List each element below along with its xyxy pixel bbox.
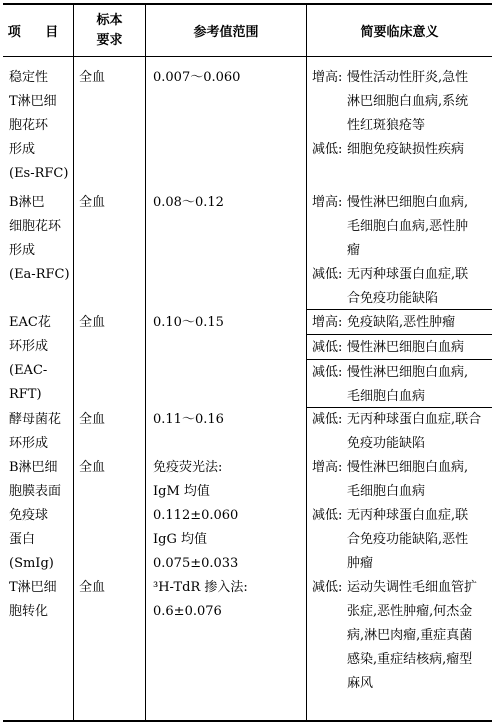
meaning-increase: 增高: 慢性活动性肝炎,急性 淋巴细胞白血病,系统 性红斑狼疮等 [312,70,469,133]
row3-range: 0.10～0.15 [153,315,224,330]
column-rule [306,5,307,720]
row1-meaning [312,66,490,162]
header-item: 项 目 [7,25,69,40]
row3-item: EAC花 环形成 (EAC- RFT) [9,315,51,402]
meaning-increase: 增高: 免疫缺陷,恶性肿瘤 [312,315,456,330]
meaning-decrease: 减低: 无丙种球蛋白血症,联合 免疫功能缺陷 [312,412,482,451]
row4-specimen: 全血 [79,412,106,427]
row6-range: ³H-TdR 掺入法: 0.6±0.076 [153,580,248,619]
row3-meaning [312,311,490,409]
header-rule [3,56,492,57]
row5-meaning [312,456,490,576]
row4-item: 酵母菌花 环形成 [9,412,62,451]
row4-range: 0.11～0.16 [153,412,224,427]
row2-range: 0.08～0.12 [153,195,224,210]
row4-meaning [312,408,490,456]
row2-item: B淋巴 细胞花环 形成 (Ea-RFC) [9,195,70,282]
row1-specimen: 全血 [79,70,106,85]
meaning-decrease: 减低: 无丙种球蛋白血症,联 合免疫功能缺陷,恶性 肿瘤 [312,508,469,571]
row1-range: 0.007～0.060 [153,70,241,85]
meaning-decrease: 减低: 细胞免疫缺损性疾病 [312,142,465,157]
row2-specimen: 全血 [79,195,106,210]
meaning-decrease: 减低: 慢性淋巴细胞白血病, 毛细胞白血病 [312,365,469,404]
row1-item: 稳定性 T淋巴细 胞花环 形成 (Es-RFC) [9,70,69,181]
column-rule [145,5,146,720]
row5-specimen: 全血 [79,460,106,475]
meaning-decrease: 减低: 运动失调性毛细血管扩 张症,恶性肿瘤,何杰金 病,淋巴肉瘤,重症真菌 感染,重症结核病,瘤型 麻风 [312,580,478,691]
meaning-increase: 增高: 慢性淋巴细胞白血病, 毛细胞白血病,恶性肿 瘤 [312,195,469,258]
header-meaning: 简要临床意义 [360,25,439,40]
column-rule [73,5,74,720]
row2-meaning [312,191,490,311]
row5-item: B淋巴细 胞膜表面 免疫球 蛋白 (SmIg) [9,460,62,571]
header-range: 参考值范围 [193,25,259,40]
row6-specimen: 全血 [79,580,106,595]
meaning-decrease: 减低: 无丙种球蛋白血症,联 合免疫功能缺陷 [312,267,469,306]
row5-range: 免疫荧光法: IgM 均值 0.112±0.060 IgG 均值 0.075±0.033 [153,460,239,571]
row6-meaning [312,576,490,696]
row3-specimen: 全血 [79,315,106,330]
meaning-increase: 增高: 慢性淋巴细胞白血病, 毛细胞白血病 [312,460,469,499]
header-specimen: 标本 要求 [96,12,123,48]
row6-item: T淋巴细 胞转化 [9,580,57,619]
meaning-decrease: 减低: 慢性淋巴细胞白血病 [312,340,465,355]
reference-table [3,3,492,722]
